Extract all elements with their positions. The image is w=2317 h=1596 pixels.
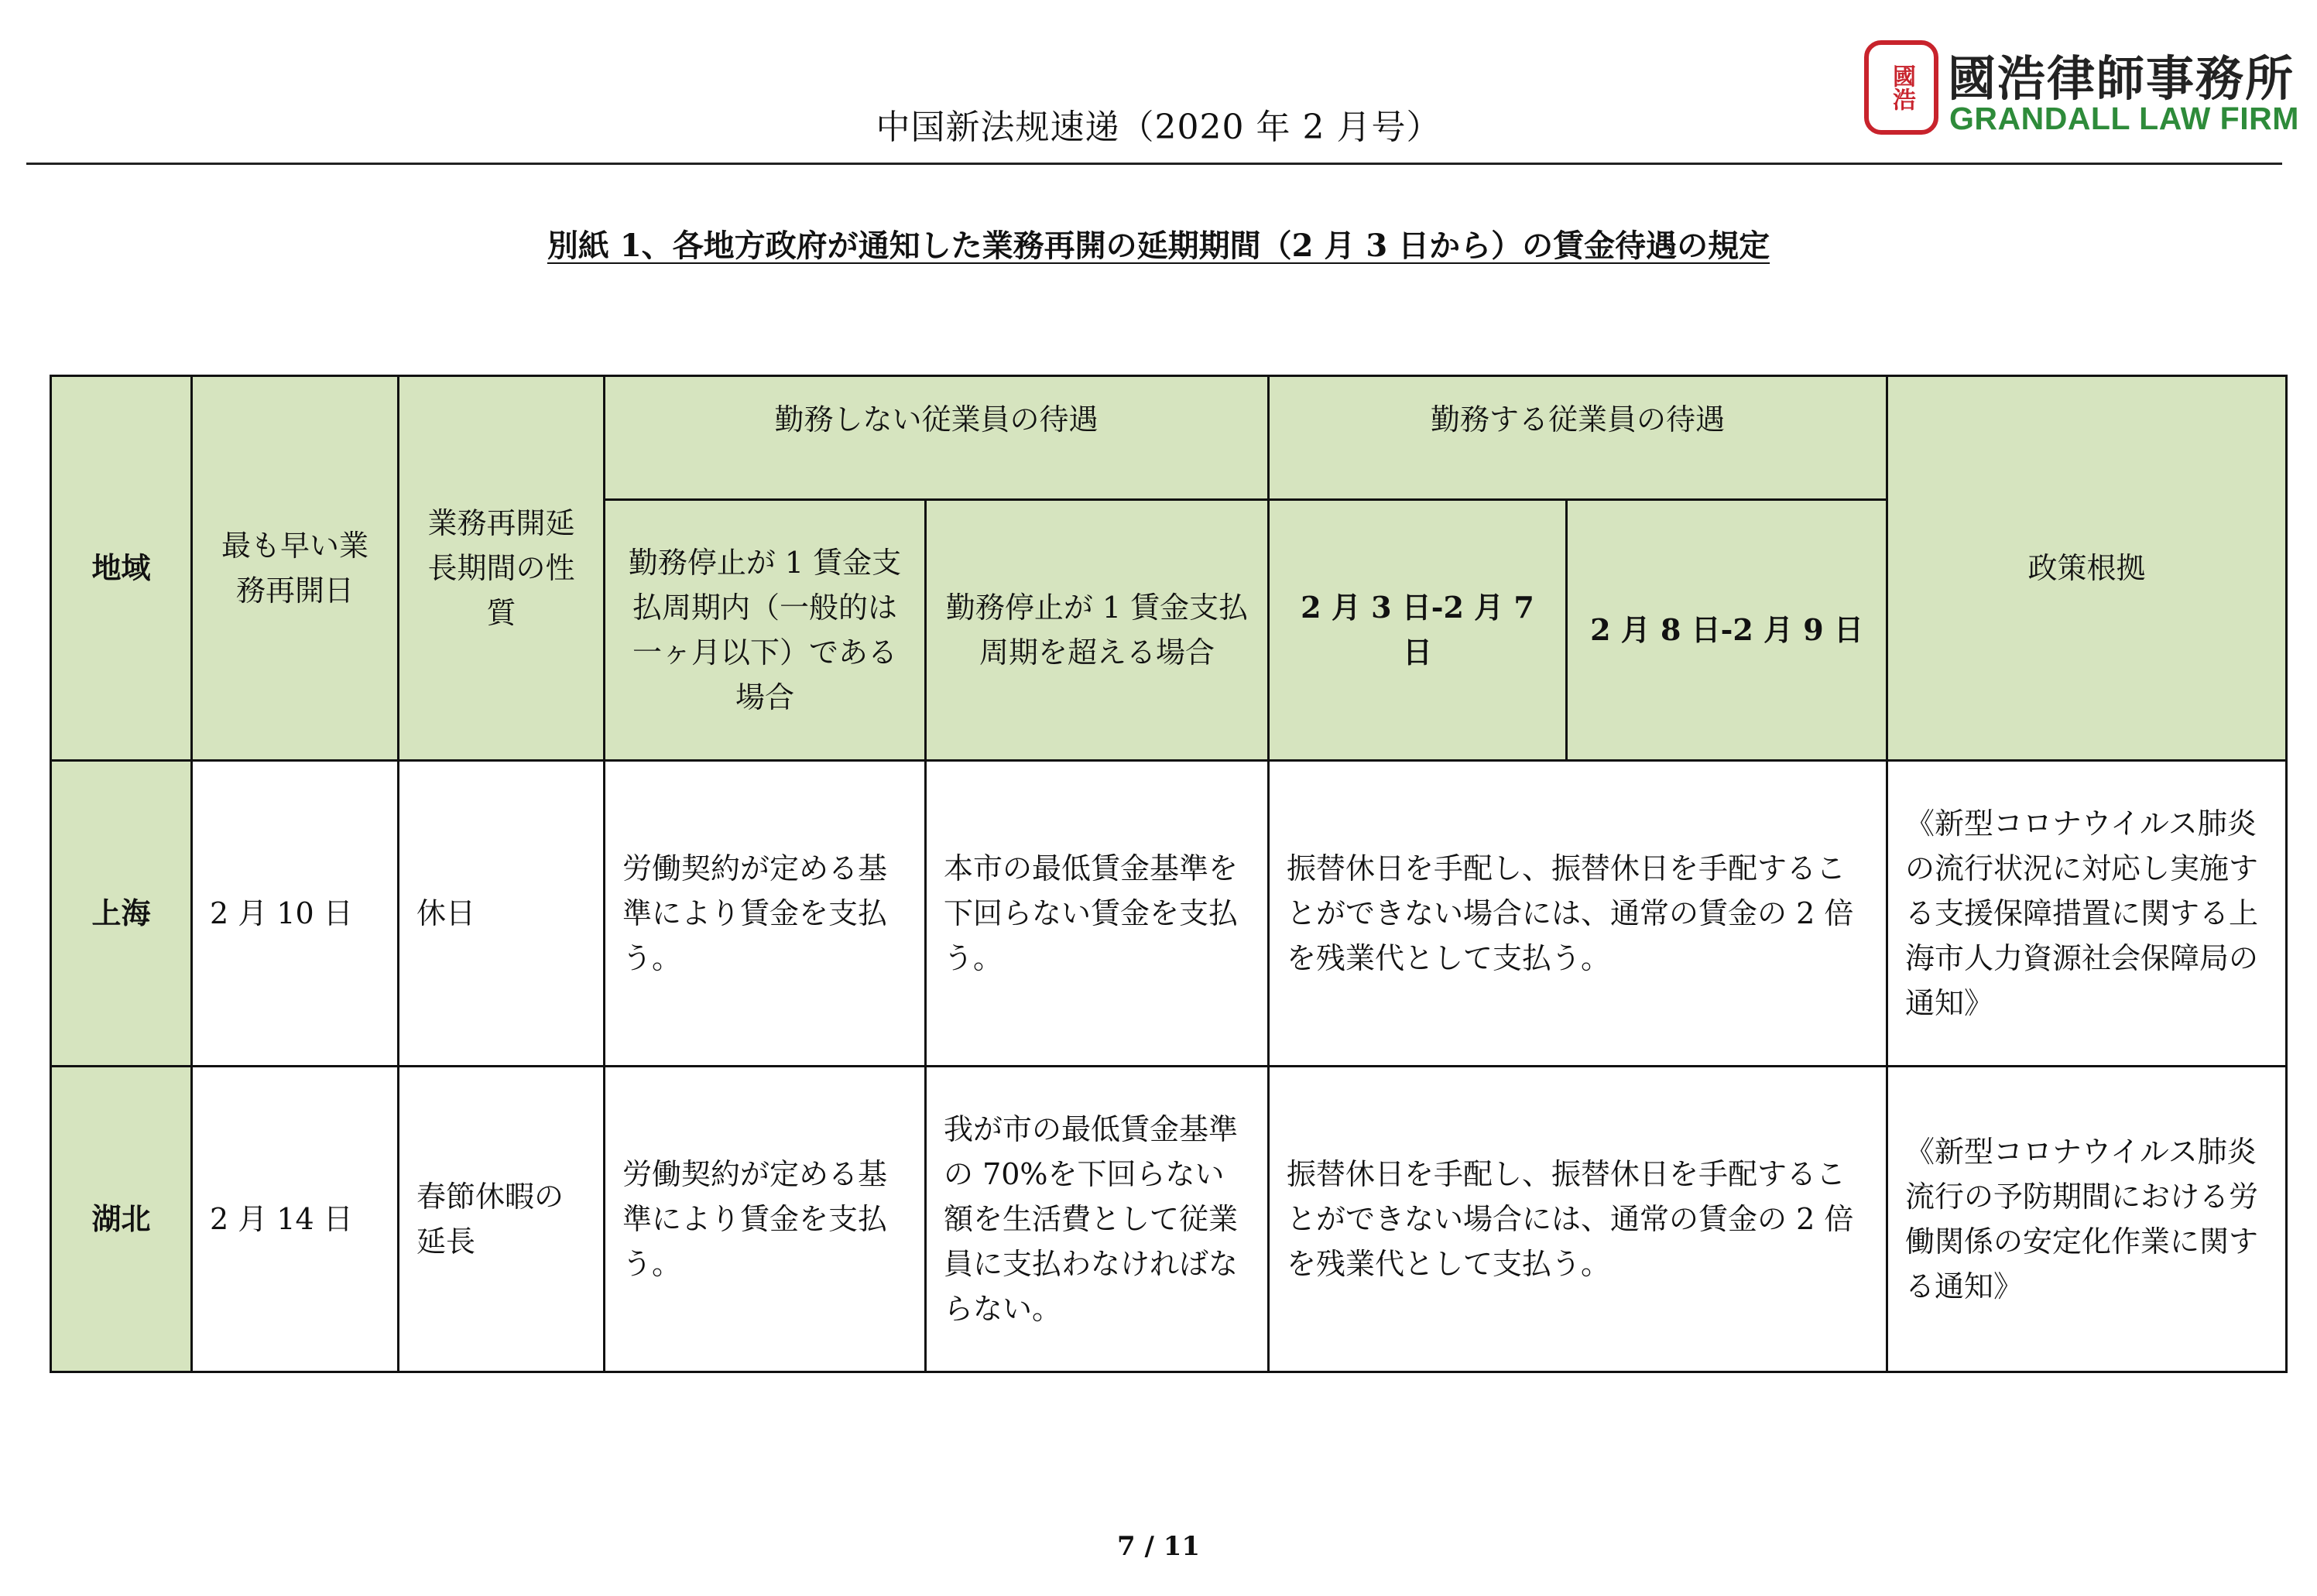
header-policy-basis: 政策根拠 xyxy=(1887,376,2287,761)
table-row xyxy=(51,761,2287,1067)
row-beyond-cycle: 本市の最低賃金基準を下回らない賃金を支払う。 xyxy=(926,761,1269,1067)
row-earliest-resume: 2 月 10 日 xyxy=(192,761,399,1067)
seal-icon: 國浩 xyxy=(1864,40,1938,135)
document-title-text: 別紙 1、各地方政府が通知した業務再開の延期期間（2 月 3 日から）の賃金待遇の規定 xyxy=(547,228,1770,264)
logo-name-en: GRANDALL LAW FIRM xyxy=(1949,101,2299,136)
row-working-treatment: 振替休日を手配し、振替休日を手配することができない場合には、通常の賃金の 2 倍を残業代として支払う。 xyxy=(1269,761,1887,1067)
row-beyond-cycle: 我が市の最低賃金基準の 70%を下回らない額を生活費として従業員に支払わなければならない。 xyxy=(926,1067,1269,1372)
firm-logo xyxy=(1864,40,2298,141)
logo-name-cn: 國浩律師事務所 xyxy=(1948,50,2295,107)
header-non-working-group: 勤務しない従業員の待遇 xyxy=(605,376,1269,500)
header-within-cycle: 勤務停止が 1 賃金支払周期内（一般的は一ヶ月以下）である場合 xyxy=(605,500,926,761)
wage-policy-table xyxy=(50,375,2288,1373)
row-policy-basis: 《新型コロナウイルス肺炎流行の予防期間における労働関係の安定化作業に関する通知》 xyxy=(1887,1067,2287,1372)
header-earliest-resume: 最も早い業務再開日 xyxy=(192,376,399,761)
row-policy-basis: 《新型コロナウイルス肺炎の流行状況に対応し実施する支援保障措置に関する上海市人力資源社会保障局の通知》 xyxy=(1887,761,2287,1067)
header-feb8-feb9: 2 月 8 日-2 月 9 日 xyxy=(1567,500,1887,761)
header-working-group: 勤務する従業員の待遇 xyxy=(1269,376,1887,500)
table-row xyxy=(51,1067,2287,1372)
header-nature: 業務再開延長期間の性質 xyxy=(399,376,605,761)
header-divider xyxy=(26,163,2282,165)
row-nature: 春節休暇の延長 xyxy=(399,1067,605,1372)
row-working-treatment: 振替休日を手配し、振替休日を手配することができない場合には、通常の賃金の 2 倍を残業代として支払う。 xyxy=(1269,1067,1887,1372)
document-title xyxy=(0,221,2317,265)
row-region: 湖北 xyxy=(51,1067,192,1372)
row-within-cycle: 労働契約が定める基準により賃金を支払う。 xyxy=(605,1067,926,1372)
header-region: 地域 xyxy=(51,376,192,761)
row-within-cycle: 労働契約が定める基準により賃金を支払う。 xyxy=(605,761,926,1067)
header-feb3-feb7: 2 月 3 日-2 月 7 日 xyxy=(1269,500,1567,761)
row-nature: 休日 xyxy=(399,761,605,1067)
page-number: 7 / 11 xyxy=(1116,1531,1201,1562)
row-region: 上海 xyxy=(51,761,192,1067)
running-header-title: 中国新法规速递（2020 年 2 月号） xyxy=(876,108,1441,147)
header-beyond-cycle: 勤務停止が 1 賃金支払周期を超える場合 xyxy=(926,500,1269,761)
row-earliest-resume: 2 月 14 日 xyxy=(192,1067,399,1372)
